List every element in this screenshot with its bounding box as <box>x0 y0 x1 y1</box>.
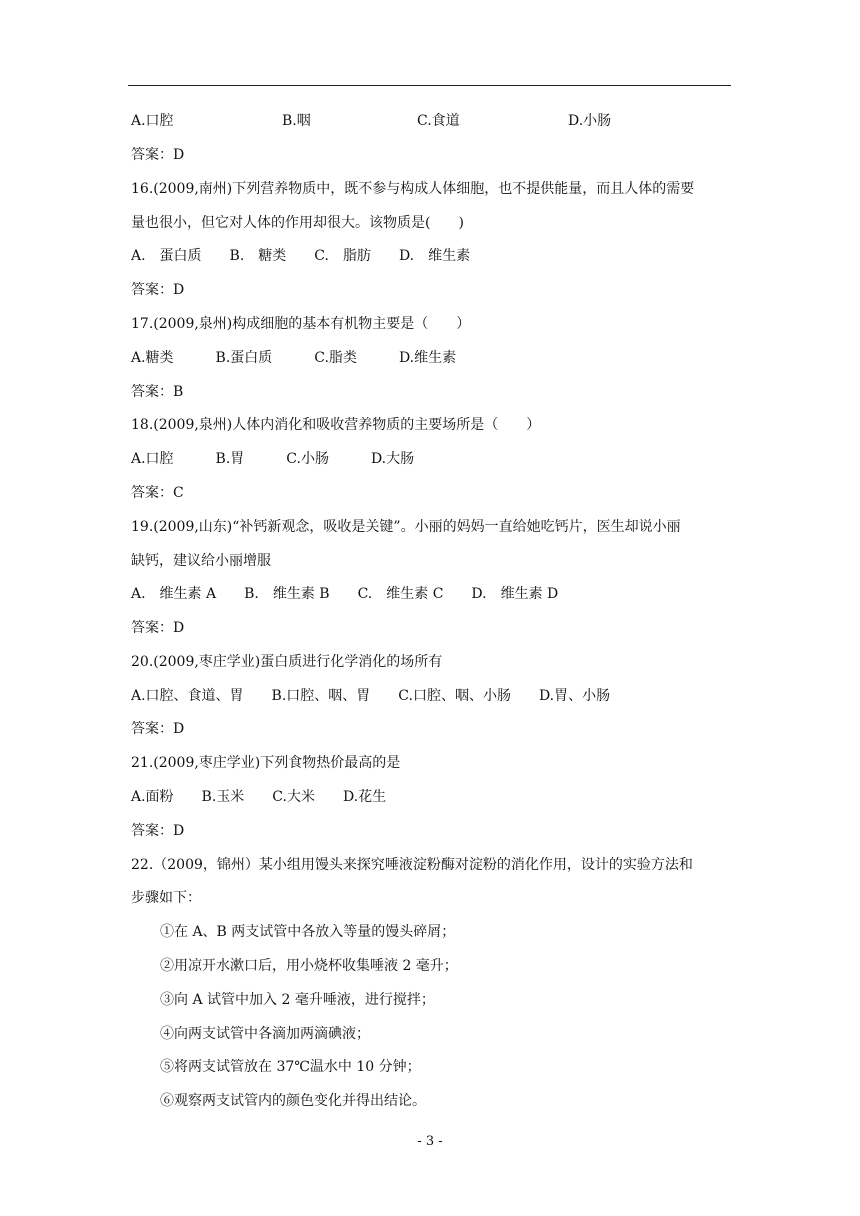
q22-stem-line2: 步骤如下： <box>131 890 201 906</box>
q17-options: A.糖类 B.蛋白质 C.脂类 D.维生素 <box>131 350 457 366</box>
q17-stem: 17.(2009,泉州)构成细胞的基本有机物主要是（ ） <box>131 316 471 332</box>
q16-stem-line1: 16.(2009,南州)下列营养物质中，既不参与构成人体细胞，也不提供能量，而且人体的需要 <box>131 181 695 197</box>
q18-options: A.口腔 B.胃 C.小肠 D.大肠 <box>131 451 415 467</box>
q21-stem: 21.(2009,枣庄学业)下列食物热价最高的是 <box>131 755 401 771</box>
q15-option-c: C.食道 <box>417 113 460 129</box>
q22-stem-line1: 22.（2009，锦州）某小组用馒头来探究唾液淀粉酶对淀粉的消化作用，设计的实验方法和 <box>131 857 693 873</box>
q19-stem-line1: 19.(2009,山东)“补钙新观念，吸收是关键”。小丽的妈妈一直给她吃钙片，医生却说小丽 <box>131 519 681 535</box>
q19-options: A. 维生素 A B. 维生素 B C. 维生素 C D. 维生素 D <box>131 586 559 602</box>
q20-answer: 答案：D <box>131 721 185 737</box>
q22-step-4: ④向两支试管中各滴加两滴碘液； <box>160 1026 370 1042</box>
q22-step-3: ③向 A 试管中加入 2 毫升唾液，进行搅拌； <box>160 992 435 1008</box>
q16-options: A. 蛋白质 B. 糖类 C. 脂肪 D. 维生素 <box>131 248 471 264</box>
q20-options: A.口腔、食道、胃 B.口腔、咽、胃 C.口腔、咽、小肠 D.胃、小肠 <box>131 688 611 704</box>
q19-answer: 答案：D <box>131 620 185 636</box>
q15-option-d: D.小肠 <box>568 113 612 129</box>
q22-step-1: ①在 A、B 两支试管中各放入等量的馒头碎屑； <box>160 924 456 940</box>
q22-step-6: ⑥观察两支试管内的颜色变化并得出结论。 <box>160 1093 426 1109</box>
q22-step-2: ②用凉开水漱口后，用小烧杯收集唾液 2 毫升； <box>160 958 458 974</box>
page-number: - 3 - <box>417 1134 443 1149</box>
q18-stem: 18.(2009,泉州)人体内消化和吸收营养物质的主要场所是（ ） <box>131 417 541 433</box>
q15-answer: 答案：D <box>131 147 185 163</box>
q15-option-b: B.咽 <box>282 113 311 129</box>
q16-answer: 答案：D <box>131 282 185 298</box>
q16-stem-line2: 量也很小，但它对人体的作用却很大。该物质是( ) <box>131 215 464 231</box>
q18-answer: 答案：C <box>131 485 184 501</box>
q19-stem-line2: 缺钙，建议给小丽增服 <box>131 553 271 569</box>
q15-option-a: A.口腔 <box>131 113 174 129</box>
q17-answer: 答案：B <box>131 384 184 400</box>
q22-step-5: ⑤将两支试管放在 37℃温水中 10 分钟； <box>160 1059 421 1075</box>
q21-options: A.面粉 B.玉米 C.大米 D.花生 <box>131 789 387 805</box>
q21-answer: 答案：D <box>131 823 185 839</box>
q20-stem: 20.(2009,枣庄学业)蛋白质进行化学消化的场所有 <box>131 654 443 670</box>
header-rule <box>128 85 731 86</box>
